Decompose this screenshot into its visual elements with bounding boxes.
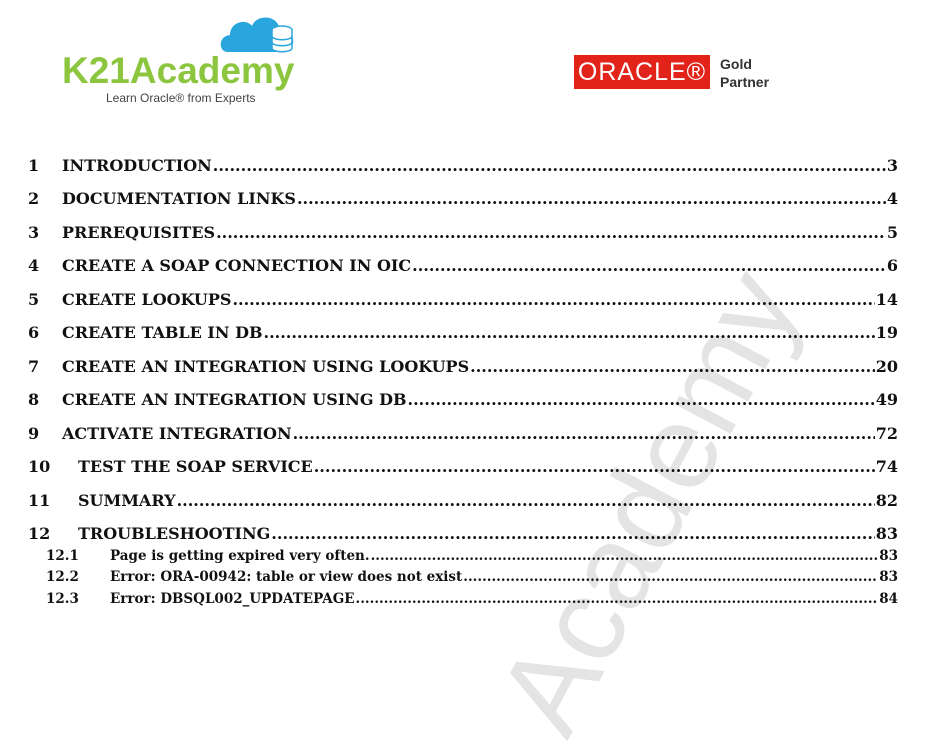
toc-entry-number: 9 [28, 424, 40, 443]
toc-dot-leader [271, 524, 874, 543]
toc-entry-title: CREATE A SOAP CONNECTION IN OIC [62, 256, 412, 275]
toc-entry-title: DOCUMENTATION LINKS [62, 189, 296, 208]
toc-entry[interactable] [46, 548, 898, 564]
toc-entry-page: 84 [879, 591, 898, 607]
toc-dot-leader [412, 256, 886, 275]
toc-entry-title: CREATE AN INTEGRATION USING LOOKUPS [62, 357, 470, 376]
toc-entry-page: 14 [875, 290, 898, 309]
toc-entry-page: 74 [875, 457, 898, 476]
toc-entry[interactable] [28, 457, 898, 476]
toc-dot-leader [293, 424, 875, 443]
toc-entry-number: 4 [28, 256, 40, 275]
toc-entry-page: 83 [879, 569, 898, 585]
toc-dot-leader [356, 591, 879, 607]
toc-entry-page: 4 [886, 189, 898, 208]
toc-entry-number: 8 [28, 390, 40, 409]
toc-entry[interactable] [28, 357, 898, 376]
toc-entry-number: 3 [28, 223, 40, 242]
toc-entry[interactable] [28, 156, 898, 175]
k21-wordmark-part1: K21 [62, 50, 130, 91]
toc-entry-page: 83 [879, 548, 898, 564]
toc-dot-leader [314, 457, 875, 476]
toc-dot-leader [213, 156, 886, 175]
toc-entry-page: 83 [875, 524, 898, 543]
toc-entry-page: 5 [886, 223, 898, 242]
toc-entry-number: 1 [28, 156, 40, 175]
toc-entry-title: SUMMARY [78, 491, 176, 510]
toc-entry-page: 49 [875, 390, 898, 409]
toc-dot-leader [463, 569, 878, 585]
toc-entry-page: 19 [875, 323, 898, 342]
toc-dot-leader [371, 548, 879, 564]
toc-dot-leader [408, 390, 875, 409]
toc-entry-number: 5 [28, 290, 40, 309]
toc-entry[interactable] [28, 323, 898, 342]
toc-entry[interactable] [46, 591, 898, 607]
toc-entry-number: 11 [28, 491, 51, 510]
toc-dot-leader [470, 357, 875, 376]
toc-entry-number: 12.3 [46, 591, 79, 607]
toc-entry[interactable] [28, 223, 898, 242]
toc-entry-title: TROUBLESHOOTING [78, 524, 271, 543]
toc-entry-page: 72 [875, 424, 898, 443]
toc-dot-leader [297, 189, 886, 208]
toc-entry-number: 12.2 [46, 569, 79, 585]
watermark-text: Academy [471, 249, 825, 754]
partner-line-gold: Gold [720, 56, 752, 72]
toc-entry-title: CREATE TABLE IN DB [62, 323, 263, 342]
toc-entry-number: 2 [28, 189, 40, 208]
toc-entry-number: 6 [28, 323, 40, 342]
toc-dot-leader [177, 491, 875, 510]
toc-dot-leader [264, 323, 875, 342]
toc-entry[interactable] [28, 256, 898, 275]
toc-entry-title: Page is getting expired very often. [110, 548, 370, 564]
partner-line-partner: Partner [720, 74, 770, 90]
toc-entry[interactable] [28, 290, 898, 309]
toc-entry[interactable] [46, 569, 898, 585]
toc-entry-title: PREREQUISITES [62, 223, 216, 242]
k21-wordmark-part2: Academy [129, 50, 295, 91]
toc-entry[interactable] [28, 491, 898, 510]
toc-entry-title: TEST THE SOAP SERVICE [78, 457, 313, 476]
toc-entry[interactable] [28, 189, 898, 208]
toc-entry-number: 10 [28, 457, 51, 476]
toc-entry-title: CREATE LOOKUPS [62, 290, 232, 309]
toc-entry-number: 7 [28, 357, 40, 376]
toc-entry-title: CREATE AN INTEGRATION USING DB [62, 390, 407, 409]
k21-tagline: Learn Oracle® from Experts [106, 91, 256, 105]
toc-entry[interactable] [28, 524, 898, 543]
toc-entry-number: 12 [28, 524, 51, 543]
toc-entry[interactable] [28, 390, 898, 409]
toc-entry-page: 82 [875, 491, 898, 510]
toc-entry-title: ACTIVATE INTEGRATION [62, 424, 292, 443]
toc-entry-page: 3 [886, 156, 898, 175]
toc-entry-title: Error: DBSQL002_UPDATEPAGE [110, 591, 355, 607]
toc-dot-leader [216, 223, 886, 242]
toc-dot-leader [232, 290, 874, 309]
toc-entry-title: INTRODUCTION [62, 156, 212, 175]
toc-entry-title: Error: ORA-00942: table or view does not exist [110, 569, 463, 585]
toc-entry-page: 20 [875, 357, 898, 376]
toc-entry[interactable] [28, 424, 898, 443]
toc-entry-number: 12.1 [46, 548, 79, 564]
oracle-wordmark: ORACLE® [574, 55, 710, 89]
toc-entry-page: 6 [886, 256, 898, 275]
